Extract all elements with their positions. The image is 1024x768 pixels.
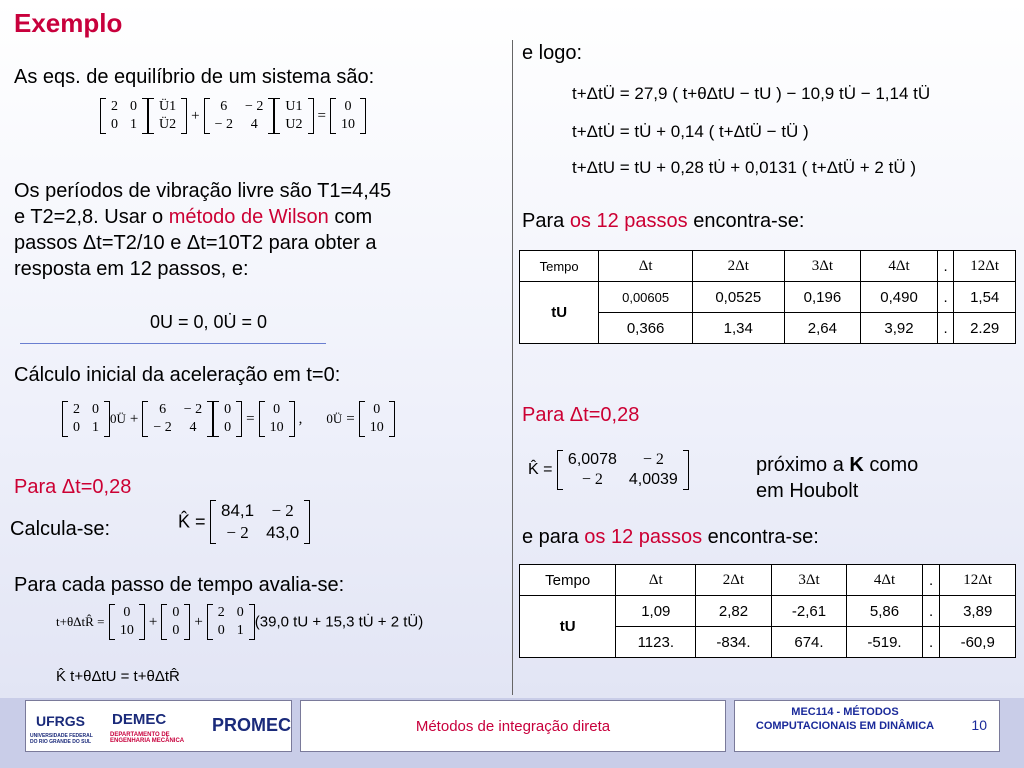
column-divider [512,40,513,695]
solve-equation: K̂ t+θΔtU = t+θΔtR̂ [56,668,180,685]
para-dt-heading: Para Δt=0,28 [14,476,132,498]
course-name: MEC114 - MÉTODOS COMPUTACIONAIS EM DINÂMICA [755,706,935,732]
wilson-eq-vel: t+ΔtU̇ = tU̇ + 0,14 ( t+ΔtÜ − tÜ ) [572,122,809,141]
divider [20,343,326,344]
khat-houbolt-matrix: K̂ = 6,0078 − 2 − 2 4,0039 [528,450,689,490]
footer-title: Métodos de integração direta [415,718,611,735]
slide-title: Exemplo [14,8,123,38]
ufrgs-subtitle: UNIVERSIDADE FEDERAL DO RIO GRANDE DO SUL [30,733,93,745]
houbolt-note: próximo a K como em Houbolt [756,454,919,502]
table-header-row: Tempo Δt 2Δt 3Δt 4Δt . 12Δt [520,251,1016,282]
demec-logo: DEMEC [112,711,167,728]
e-para-12-passos: e para os 12 passos encontra-se: [522,526,819,548]
e-logo-text: e logo: [522,42,583,64]
para-dt-heading-2: Para Δt=0,28 [522,404,640,426]
ufrgs-logo: UFRGS [36,713,85,729]
promec-logo: PROMEC [212,715,292,735]
accel-calc-text: Cálculo inicial da aceleração em t=0: [14,364,341,386]
table-row: 1123. -834. 674. -519. . -60,9 [520,627,1016,658]
cada-passo-text: Para cada passo de tempo avalia-se: [14,574,345,596]
results-table-2 [519,564,1016,658]
rhat-equation: t+θΔtR̂ = 0 10 + 0 0 + 2 0 0 1 (39,0 tU + 15,3 tU̇ + 2 tÜ) [56,605,424,638]
page-number: 10 [971,717,987,733]
equilibrium-equation: 2 0 0 1 Ü1 Ü2 + 6 − 2 − 2 4 U1 U2 = 0 10 [100,98,366,134]
calcula-text: Calcula-se: [10,518,111,540]
table-row: tU 1,09 2,82 -2,61 5,86 . 3,89 [520,596,1016,627]
wilson-eq-accel: t+ΔtÜ = 27,9 ( t+θΔtU − tU ) − 10,9 tU̇ − 1,14 tÜ [572,84,931,103]
demec-subtitle: DEPARTAMENTO DE ENGENHARIA MECÂNICA [110,732,185,744]
wilson-eq-disp: t+ΔtU = tU + 0,28 tU̇ + 0,0131 ( t+ΔtÜ + 2 tÜ ) [572,158,916,177]
khat-matrix: K̂ = 84,1 − 2 − 2 43,0 [178,500,310,544]
table-row: tU 0,00605 0,0525 0,196 0,490 . 1,54 [520,282,1016,313]
footer-bar [0,698,1024,768]
logos-box [25,700,292,752]
results-table-1 [519,250,1016,344]
para-12-passos: Para os 12 passos encontra-se: [522,210,805,232]
table-row: 0,366 1,34 2,64 3,92 . 2.29 [520,313,1016,344]
table-header-row: Tempo Δt 2Δt 3Δt 4Δt . 12Δt [520,565,1016,596]
periods-paragraph: Os períodos de vibração livre são T1=4,45 e T2=2,8. Usar o método de Wilson com passos Δt=T2/10 e Δt=10T2 para obter a resposta em 12 passos, e: [14,180,392,280]
initial-conditions: 0U = 0, 0U̇ = 0 [150,312,268,332]
intro-text: As eqs. de equilíbrio de um sistema são: [14,66,375,88]
footer-course [734,700,1000,752]
initial-accel-equation: 2 0 0 1 0Ü + 6 − 2 − 2 4 0 0 = 0 10 , 0Ü = 0 10 [62,401,395,437]
footer-center [300,700,726,752]
